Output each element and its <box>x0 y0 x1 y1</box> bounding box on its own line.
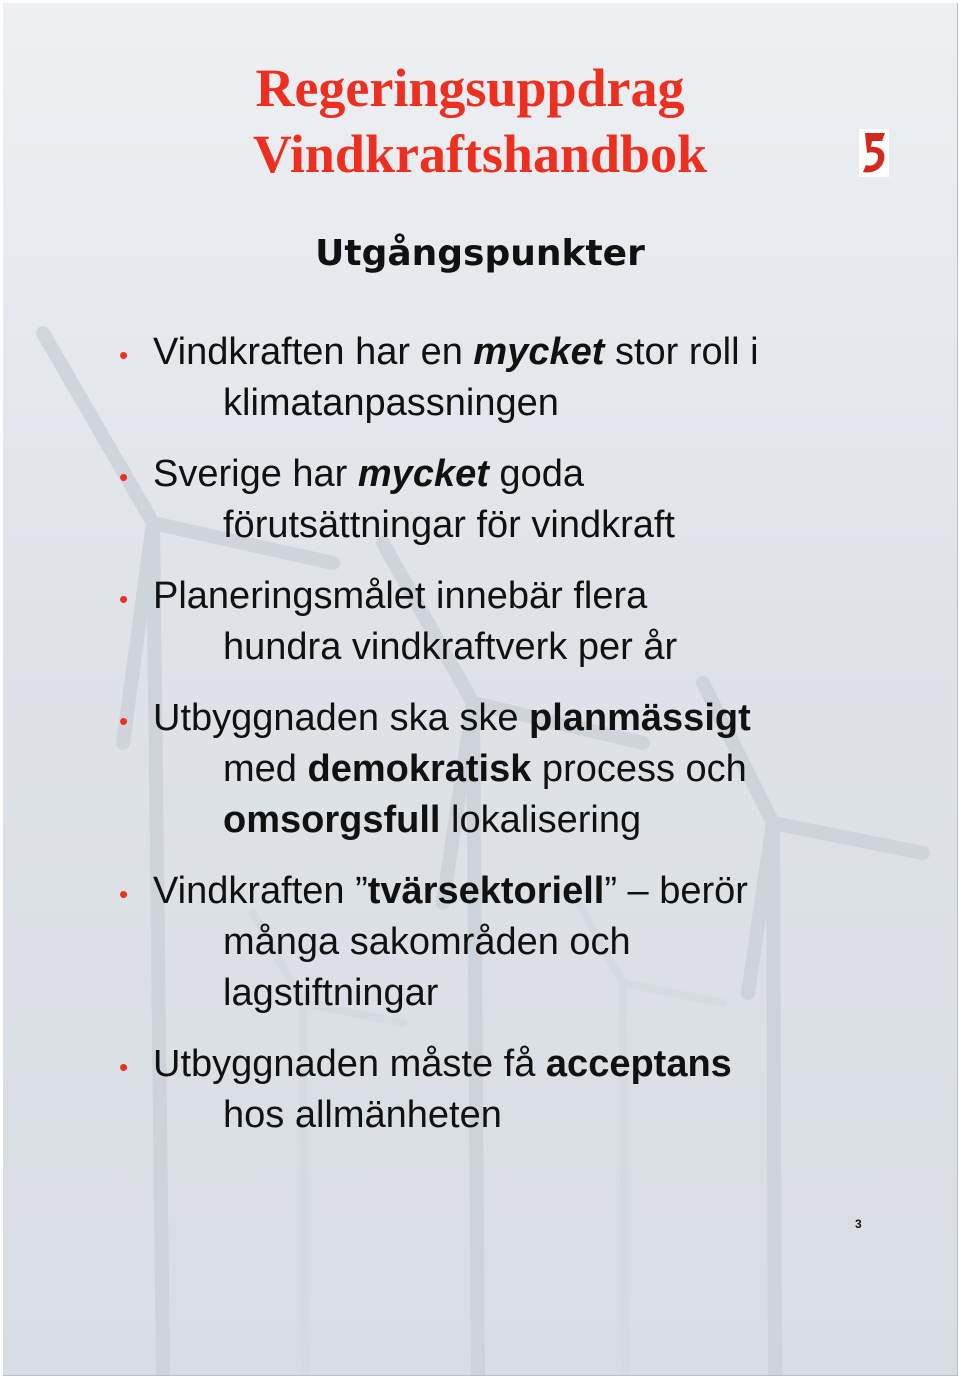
bullet-line <box>153 744 759 795</box>
bullet-item <box>3 571 759 673</box>
bullet-line <box>153 327 759 378</box>
red-bullet-icon: • <box>119 706 129 736</box>
bullet-item <box>3 693 759 846</box>
bullet-item <box>3 866 759 1019</box>
bullet-line: Planeringsmålet innebär flera <box>153 575 648 617</box>
bullet-line <box>153 693 759 744</box>
bullet-text: Utbyggnaden måste få <box>153 1043 546 1085</box>
bullet-line <box>153 866 759 917</box>
bullet-text: lokalisering <box>440 799 642 841</box>
bullet-line: klimatanpassningen <box>223 382 559 424</box>
bullet-text: stor roll i <box>604 331 759 373</box>
bullet-emphasis: demokratisk <box>307 748 532 790</box>
bullet-line: många sakområden och <box>223 921 631 963</box>
slide <box>3 3 958 1376</box>
bullet-list <box>3 327 759 1161</box>
bullet-emphasis: omsorgsfull <box>223 799 441 841</box>
bullet-line <box>153 1039 759 1090</box>
bullet-line: förutsättningar för vindkraft <box>223 504 675 546</box>
bullet-emphasis: tvärsektoriell <box>367 870 605 912</box>
title-line-2: Vindkraftshandbok <box>252 124 708 184</box>
turbine-tower <box>773 823 775 1375</box>
red-bullet-icon: • <box>119 340 129 370</box>
bullet-text: Vindkraften ” <box>153 870 368 912</box>
page-number: 3 <box>855 1217 862 1231</box>
red-bullet-icon: • <box>119 584 129 614</box>
bullet-item <box>3 449 759 551</box>
title-line-1: Regeringsuppdrag <box>255 58 685 118</box>
bullet-line <box>153 449 759 500</box>
bullet-emphasis: planmässigt <box>529 697 751 739</box>
red-swirl-logo-icon <box>859 129 889 177</box>
red-bullet-icon: • <box>119 462 129 492</box>
bullet-emphasis: mycket <box>473 331 605 373</box>
bullet-line: hos allmänheten <box>223 1094 502 1136</box>
bullet-text: Utbyggnaden ska ske <box>153 697 530 739</box>
bullet-emphasis: acceptans <box>545 1043 732 1085</box>
bullet-text: Sverige har <box>153 453 358 495</box>
bullet-item <box>3 1039 759 1141</box>
bullet-text: med <box>223 748 308 790</box>
bullet-emphasis: mycket <box>357 453 489 495</box>
red-bullet-icon: • <box>119 879 129 909</box>
red-bullet-icon: • <box>119 1052 129 1082</box>
bullet-text: Vindkraften har en <box>153 331 474 373</box>
subtitle: Utgångspunkter <box>315 233 645 274</box>
turbine-blade <box>773 823 923 853</box>
bullet-text: ” – berör <box>604 870 748 912</box>
bullet-line <box>153 795 759 846</box>
bullet-text: goda <box>488 453 584 495</box>
bullet-line: hundra vindkraftverk per år <box>223 626 678 668</box>
bullet-text: process och <box>531 748 747 790</box>
bullet-line: lagstiftningar <box>223 972 439 1014</box>
bullet-item <box>3 327 759 429</box>
